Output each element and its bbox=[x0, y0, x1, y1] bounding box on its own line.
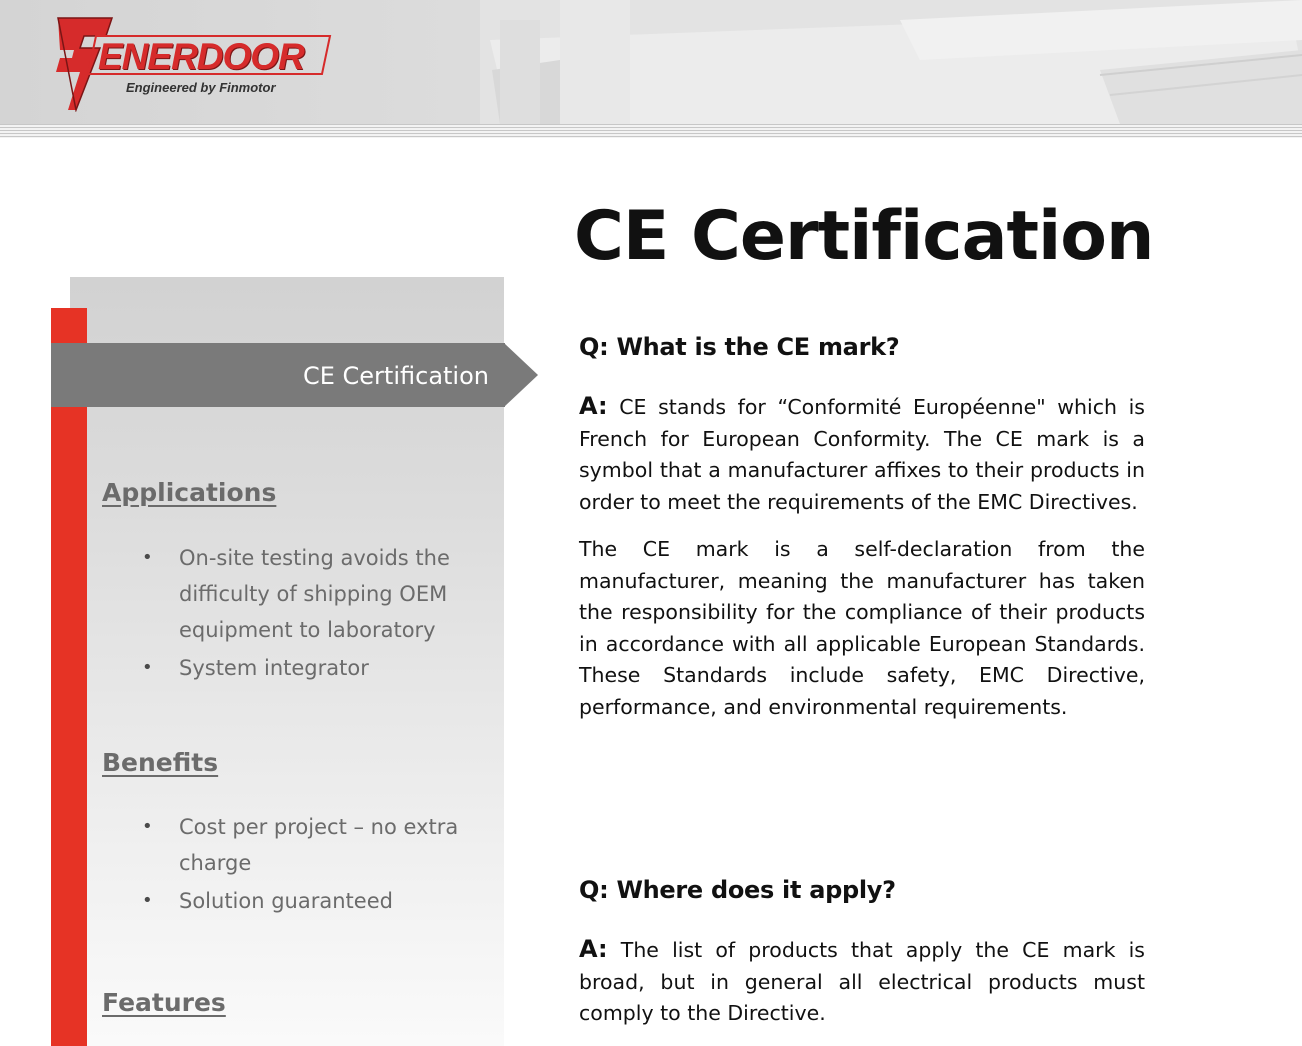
tab-arrow-icon bbox=[504, 343, 538, 407]
enerdoor-logo[interactable] bbox=[46, 14, 336, 112]
bullet-icon: • bbox=[142, 890, 153, 911]
question-heading: Q: Where does it apply? bbox=[579, 876, 896, 904]
answer-text: The list of products that apply the CE mark is broad, but in general all electrical products must comply to the Directive. bbox=[579, 938, 1145, 1025]
list-item-text: Solution guaranteed bbox=[179, 889, 393, 913]
list-item bbox=[140, 650, 490, 686]
features-heading: Features bbox=[102, 988, 226, 1017]
header-divider bbox=[0, 124, 1302, 138]
header-banner bbox=[0, 0, 1302, 124]
answer-text: CE stands for “Conformité Européenne" which is French for European Conformity. The CE mark is a symbol that a manufacturer affixes to their products in order to meet the requirements of the EMC Directives. bbox=[579, 395, 1145, 514]
answer-label: A: bbox=[579, 392, 608, 420]
bullet-icon: • bbox=[142, 816, 153, 837]
list-item bbox=[140, 883, 490, 919]
question-heading: Q: What is the CE mark? bbox=[579, 333, 900, 361]
list-item bbox=[140, 540, 490, 648]
logo-tagline: Engineered by Finmotor bbox=[126, 80, 276, 95]
page-title: CE Certification bbox=[574, 197, 1154, 276]
list-item bbox=[140, 809, 490, 881]
answer-paragraph-extra: The CE mark is a self-declaration from the manufacturer, meaning the manufacturer has taken the responsibility for the compliance of their products in accordance with all applicable European Standards. These Standards include safety, EMC Directive, performance, and environmental requirements. bbox=[579, 537, 1145, 719]
answer-label: A: bbox=[579, 935, 608, 963]
logo-wordmark: ENERDOOR bbox=[98, 36, 304, 77]
applications-heading: Applications bbox=[102, 478, 277, 507]
benefits-heading: Benefits bbox=[102, 748, 219, 777]
qa-block-ce-mark bbox=[579, 333, 1145, 723]
sidebar-accent-bar bbox=[51, 308, 87, 1046]
qa-block-where-apply bbox=[579, 876, 1145, 1030]
bullet-icon: • bbox=[142, 547, 153, 568]
list-item-text: On-site testing avoids the difficulty of shipping OEM equipment to laboratory bbox=[179, 546, 450, 642]
list-item-text: System integrator bbox=[179, 656, 369, 680]
answer-paragraph bbox=[579, 391, 1145, 518]
sidebar-active-tab-label[interactable]: CE Certification bbox=[302, 362, 489, 390]
answer-paragraph bbox=[579, 934, 1145, 1030]
list-item-text: Cost per project – no extra charge bbox=[179, 815, 459, 875]
bullet-icon: • bbox=[142, 657, 153, 678]
benefits-list bbox=[140, 809, 490, 921]
applications-list bbox=[140, 540, 490, 688]
